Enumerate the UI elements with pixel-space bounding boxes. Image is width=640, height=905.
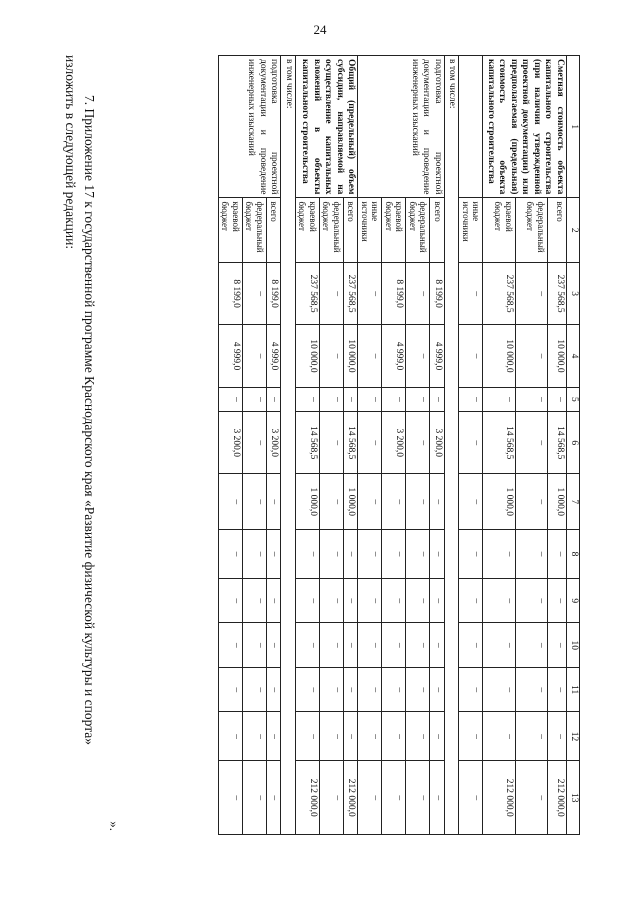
table-row [459, 56, 483, 835]
value-cell: – [267, 667, 282, 712]
value-cell: – [515, 667, 547, 712]
value-cell: – [406, 623, 430, 668]
column-header: 7 [567, 474, 580, 530]
value-cell: – [430, 578, 445, 623]
value-cell: 14 568,5 [547, 412, 566, 474]
value-cell: – [382, 387, 406, 411]
value-cell: – [515, 530, 547, 579]
value-cell: – [515, 387, 547, 411]
value-cell: – [320, 712, 344, 761]
value-cell: – [243, 325, 267, 387]
page-number: 24 [313, 22, 327, 37]
value-cell: – [296, 387, 320, 411]
value-cell: – [267, 530, 282, 579]
funding-source: краевой бюджет [296, 198, 320, 263]
value-cell: – [382, 530, 406, 579]
value-cell: – [515, 412, 547, 474]
value-cell: 3 200,0 [267, 412, 282, 474]
value-cell: – [344, 623, 359, 668]
funding-source: краевой бюджет [483, 198, 515, 263]
column-header: 2 [567, 198, 580, 263]
value-cell: 10 000,0 [547, 325, 566, 387]
row-description: подготовка проектной документации и проведение инженерных изысканий [219, 56, 282, 198]
value-cell: 8 199,0 [267, 262, 282, 324]
empty-description-cell [459, 56, 483, 198]
value-cell: – [459, 530, 483, 579]
value-cell: 4 999,0 [267, 325, 282, 387]
value-cell: – [296, 667, 320, 712]
value-cell: 8 199,0 [382, 262, 406, 324]
value-cell: – [243, 387, 267, 411]
value-cell: – [219, 387, 243, 411]
value-cell: – [296, 578, 320, 623]
funding-source: всего [430, 198, 445, 263]
section-label: в том числе: [281, 56, 296, 835]
value-cell: – [243, 412, 267, 474]
value-cell: – [267, 712, 282, 761]
value-cell: – [430, 761, 445, 835]
value-cell: – [483, 623, 515, 668]
value-cell: – [382, 474, 406, 530]
value-cell: – [344, 387, 359, 411]
table-row [344, 56, 359, 835]
value-cell: – [459, 712, 483, 761]
value-cell: – [515, 578, 547, 623]
value-cell: – [219, 578, 243, 623]
value-cell: 3 200,0 [430, 412, 445, 474]
value-cell: – [430, 623, 445, 668]
value-cell: 4 999,0 [219, 325, 243, 387]
value-cell: 1 000,0 [344, 474, 359, 530]
funding-source: федеральный бюджет [406, 198, 430, 263]
value-cell: – [515, 474, 547, 530]
value-cell: – [344, 667, 359, 712]
table-row [281, 56, 296, 835]
value-cell: 14 568,5 [483, 412, 515, 474]
value-cell: – [406, 712, 430, 761]
value-cell: – [382, 578, 406, 623]
value-cell: – [296, 623, 320, 668]
value-cell: – [547, 667, 566, 712]
value-cell: 10 000,0 [344, 325, 359, 387]
funding-source: иные источники [459, 198, 483, 263]
value-cell: – [296, 712, 320, 761]
value-cell: – [406, 474, 430, 530]
funding-source: федеральный бюджет [320, 198, 344, 263]
value-cell: – [547, 530, 566, 579]
closing-quote: ». [107, 821, 122, 831]
column-header: 4 [567, 325, 580, 387]
value-cell: – [243, 761, 267, 835]
value-cell: – [320, 325, 344, 387]
value-cell: – [243, 262, 267, 324]
value-cell: – [320, 578, 344, 623]
value-cell: – [459, 761, 483, 835]
value-cell: – [406, 412, 430, 474]
value-cell: – [547, 387, 566, 411]
value-cell: – [219, 761, 243, 835]
value-cell: – [483, 578, 515, 623]
value-cell: – [219, 530, 243, 579]
funding-source: всего [547, 198, 566, 263]
value-cell: – [459, 262, 483, 324]
row-description: подготовка проектной документации и проведение инженерных изысканий [358, 56, 445, 198]
column-header: 5 [567, 387, 580, 411]
value-cell: – [358, 712, 382, 761]
column-header: 9 [567, 578, 580, 623]
value-cell: 1 000,0 [483, 474, 515, 530]
value-cell: – [459, 325, 483, 387]
value-cell: – [320, 530, 344, 579]
value-cell: – [459, 623, 483, 668]
column-header: 11 [567, 667, 580, 712]
funding-source: федеральный бюджет [243, 198, 267, 263]
value-cell: – [358, 387, 382, 411]
value-cell: – [358, 474, 382, 530]
value-cell: – [320, 623, 344, 668]
value-cell: – [515, 325, 547, 387]
value-cell: 237 568,5 [483, 262, 515, 324]
financing-table [218, 55, 580, 835]
value-cell: 212 000,0 [344, 761, 359, 835]
value-cell: – [320, 262, 344, 324]
value-cell: 212 000,0 [483, 761, 515, 835]
value-cell: – [358, 412, 382, 474]
value-cell: 4 999,0 [430, 325, 445, 387]
value-cell: – [406, 761, 430, 835]
value-cell: – [267, 474, 282, 530]
value-cell: – [515, 712, 547, 761]
value-cell: – [243, 474, 267, 530]
value-cell: 4 999,0 [382, 325, 406, 387]
value-cell: – [243, 667, 267, 712]
value-cell: 237 568,5 [547, 262, 566, 324]
value-cell: – [320, 387, 344, 411]
value-cell: – [344, 712, 359, 761]
value-cell: – [406, 530, 430, 579]
value-cell: – [320, 667, 344, 712]
funding-source: иные источники [358, 198, 382, 263]
value-cell: – [219, 712, 243, 761]
value-cell: – [320, 474, 344, 530]
paragraph-line-1: 7. Приложение 17 к государственной программе Краснодарского края «Развитие физической культуры и спорта» [82, 95, 97, 745]
value-cell: – [358, 530, 382, 579]
value-cell: 10 000,0 [483, 325, 515, 387]
value-cell: – [515, 623, 547, 668]
value-cell: – [459, 387, 483, 411]
value-cell: – [382, 623, 406, 668]
value-cell: 10 000,0 [296, 325, 320, 387]
value-cell: – [430, 712, 445, 761]
value-cell: – [430, 667, 445, 712]
table-row [445, 56, 460, 835]
value-cell: – [483, 712, 515, 761]
value-cell: – [219, 667, 243, 712]
value-cell: – [515, 761, 547, 835]
value-cell: – [459, 578, 483, 623]
paragraph-line-2: изложить в следующей редакции: [63, 55, 78, 250]
value-cell: – [547, 712, 566, 761]
value-cell: – [382, 712, 406, 761]
value-cell: – [459, 412, 483, 474]
table-row [267, 56, 282, 835]
value-cell: – [430, 530, 445, 579]
funding-source: федеральный бюджет [515, 198, 547, 263]
value-cell: – [358, 325, 382, 387]
value-cell: – [430, 474, 445, 530]
value-cell: – [344, 530, 359, 579]
value-cell: – [459, 474, 483, 530]
value-cell: 14 568,5 [296, 412, 320, 474]
value-cell: – [547, 578, 566, 623]
value-cell: – [344, 578, 359, 623]
value-cell: – [267, 387, 282, 411]
funding-source: краевой бюджет [382, 198, 406, 263]
column-header: 8 [567, 530, 580, 579]
value-cell: 212 000,0 [547, 761, 566, 835]
value-cell: – [406, 262, 430, 324]
column-header: 10 [567, 623, 580, 668]
value-cell: 8 199,0 [219, 262, 243, 324]
value-cell: – [483, 387, 515, 411]
table-header-row [567, 56, 580, 835]
rotated-landscape-content [60, 55, 580, 835]
value-cell: – [219, 474, 243, 530]
value-cell: – [382, 761, 406, 835]
value-cell: – [219, 623, 243, 668]
funding-source: всего [344, 198, 359, 263]
section-label: в том числе: [445, 56, 460, 835]
row-description: Общий (предельный) объем субсидии, направляемой на осуществление капитальных вложений в объекты капитального строительства [296, 56, 359, 198]
row-description: Сметная стоимость объекта капитального строительства (при наличии утвержденной проектной документации) или предполагаемая (предельная) стоимость объекта капитального строительства [483, 56, 567, 198]
value-cell: 1 000,0 [296, 474, 320, 530]
value-cell: 237 568,5 [296, 262, 320, 324]
column-header: 6 [567, 412, 580, 474]
value-cell: – [515, 262, 547, 324]
funding-source: краевой бюджет [219, 198, 243, 263]
value-cell: – [267, 623, 282, 668]
value-cell: – [358, 761, 382, 835]
value-cell: 8 199,0 [430, 262, 445, 324]
value-cell: – [406, 667, 430, 712]
value-cell: – [406, 325, 430, 387]
value-cell: 212 000,0 [296, 761, 320, 835]
value-cell: – [483, 530, 515, 579]
column-header: 3 [567, 262, 580, 324]
value-cell: 1 000,0 [547, 474, 566, 530]
value-cell: – [459, 667, 483, 712]
value-cell: – [358, 578, 382, 623]
value-cell: – [243, 623, 267, 668]
value-cell: – [320, 412, 344, 474]
value-cell: – [296, 530, 320, 579]
value-cell: – [243, 712, 267, 761]
table-row [430, 56, 445, 835]
value-cell: 3 200,0 [382, 412, 406, 474]
value-cell: 3 200,0 [219, 412, 243, 474]
funding-source: всего [267, 198, 282, 263]
value-cell: – [320, 761, 344, 835]
value-cell: – [267, 761, 282, 835]
column-header: 13 [567, 761, 580, 835]
value-cell: – [547, 623, 566, 668]
column-header: 1 [567, 56, 580, 198]
value-cell: 14 568,5 [344, 412, 359, 474]
value-cell: 237 568,5 [344, 262, 359, 324]
value-cell: – [406, 387, 430, 411]
value-cell: – [358, 667, 382, 712]
value-cell: – [267, 578, 282, 623]
column-header: 12 [567, 712, 580, 761]
value-cell: – [483, 667, 515, 712]
value-cell: – [358, 623, 382, 668]
value-cell: – [382, 667, 406, 712]
table-row [547, 56, 566, 835]
value-cell: – [406, 578, 430, 623]
value-cell: – [430, 387, 445, 411]
value-cell: – [358, 262, 382, 324]
value-cell: – [243, 578, 267, 623]
value-cell: – [243, 530, 267, 579]
